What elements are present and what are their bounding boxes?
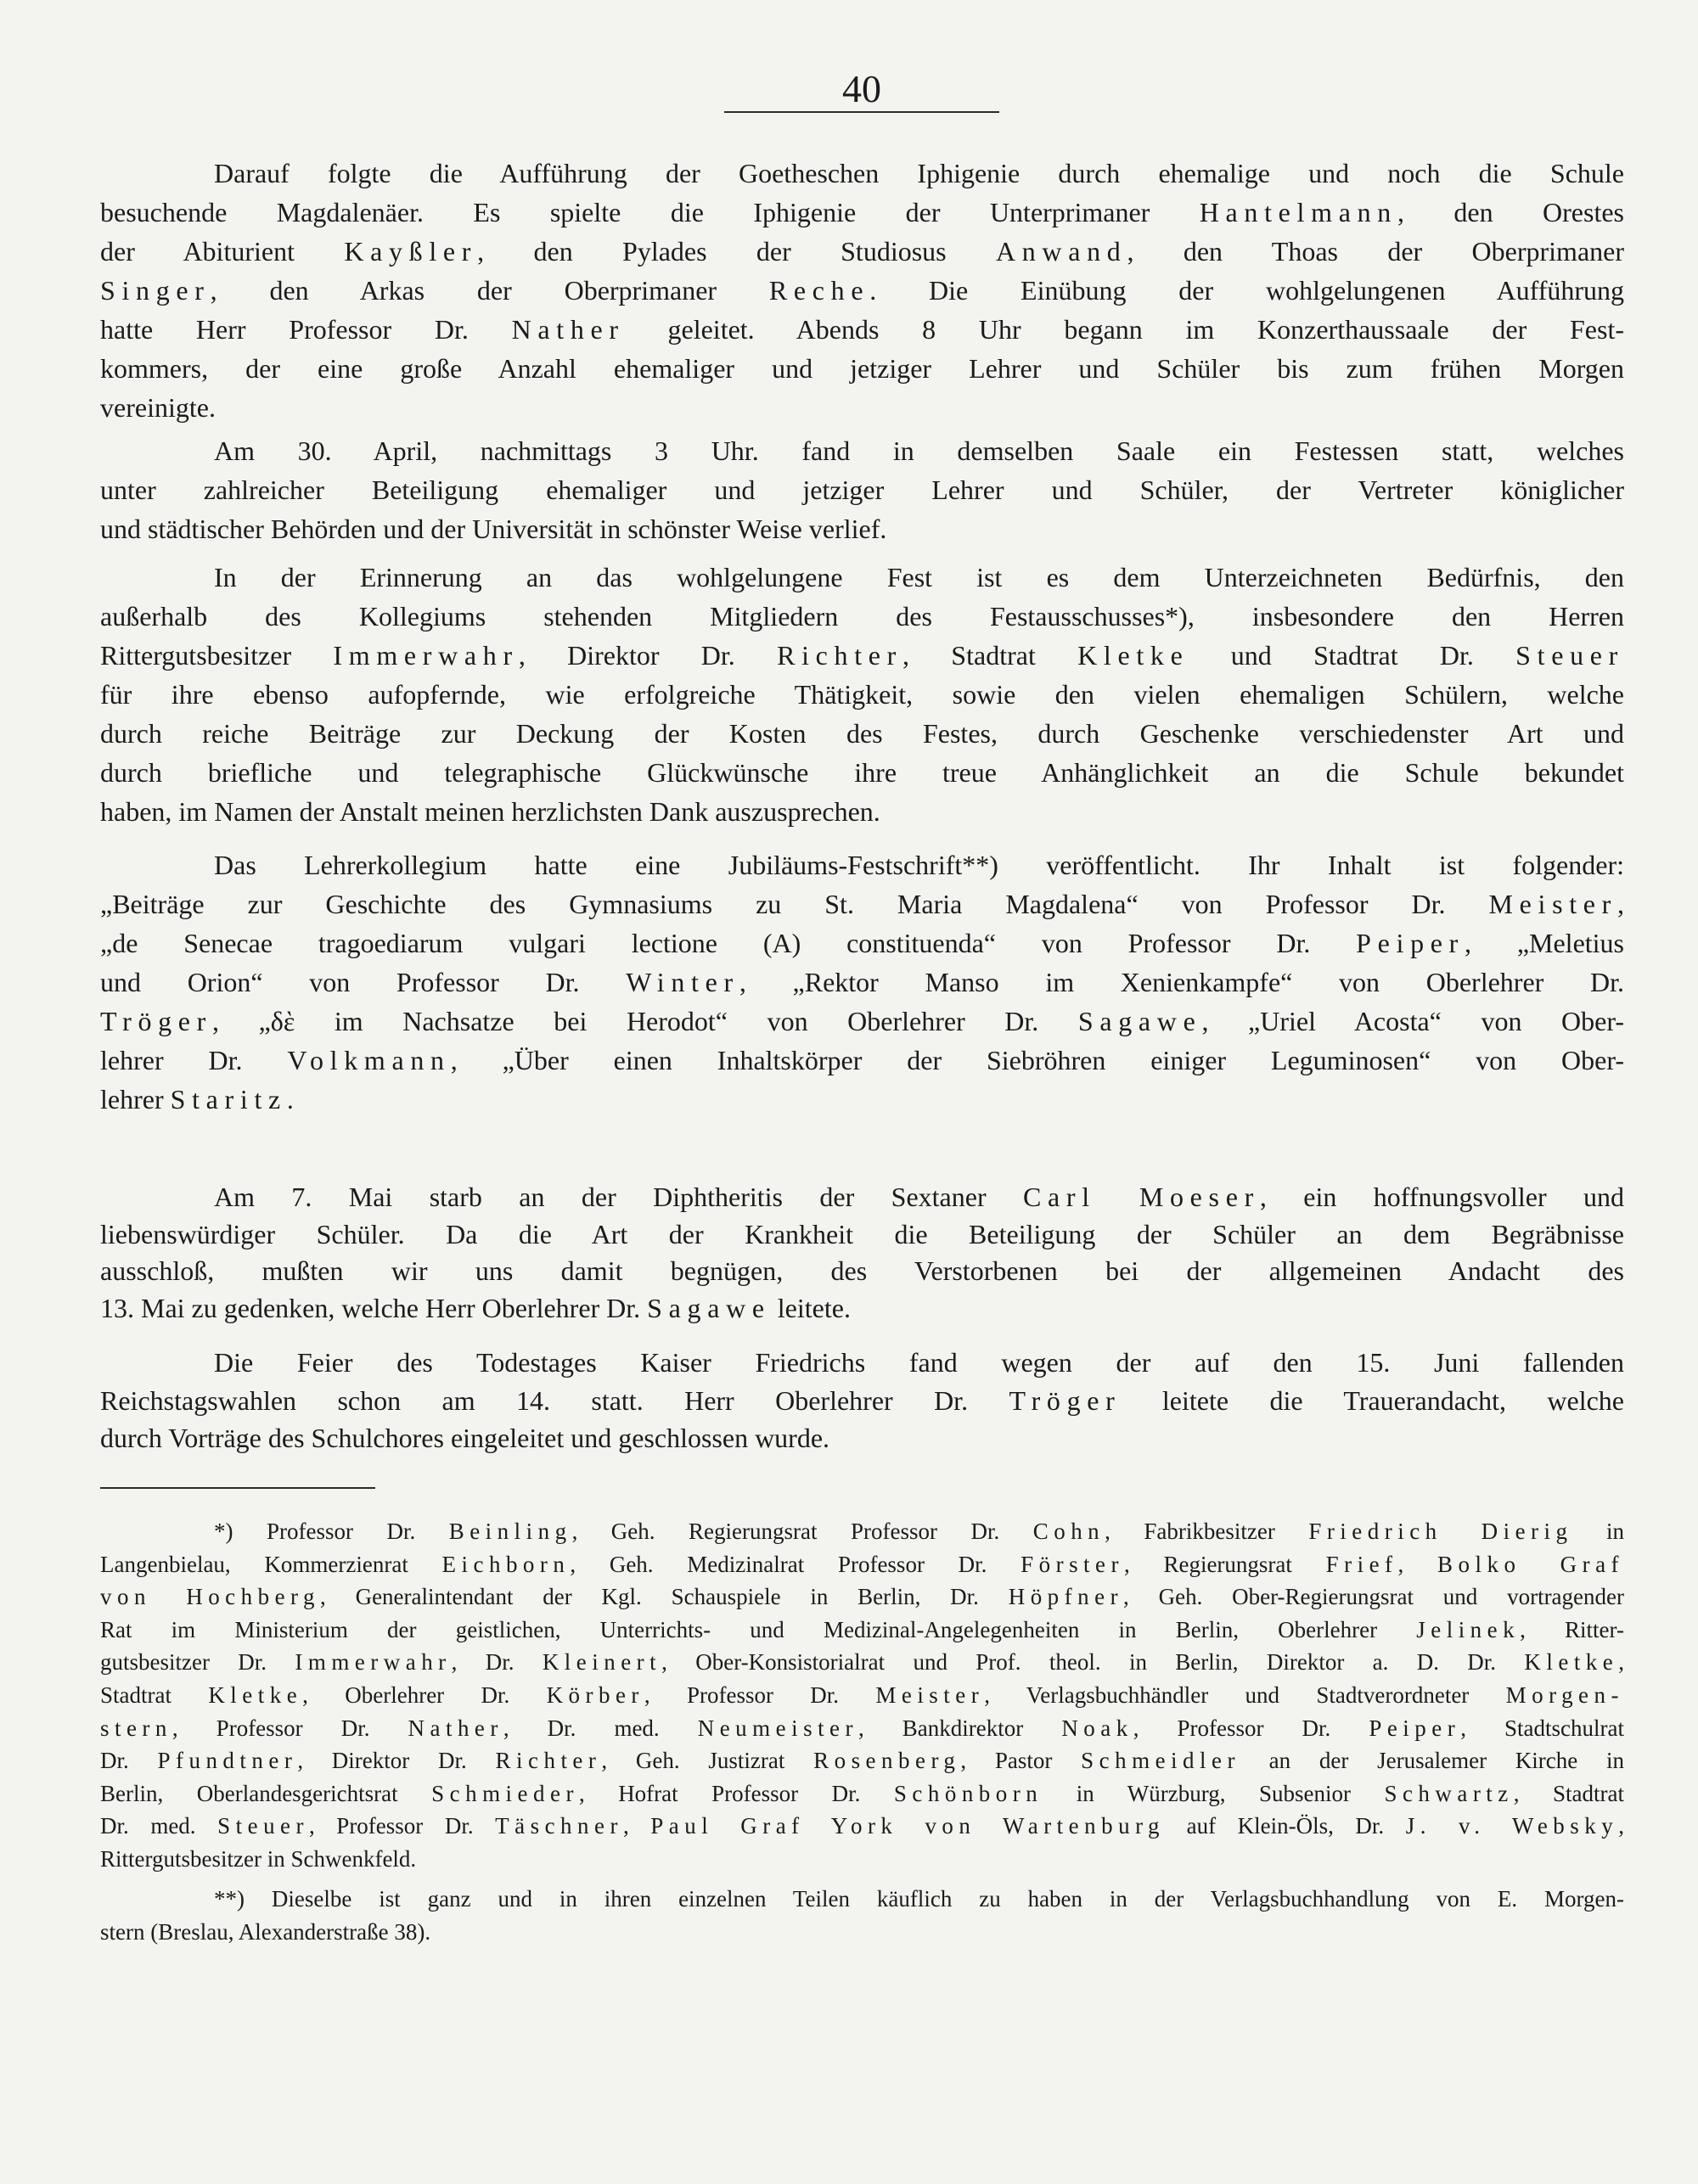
spaced-name: Anwand [995, 236, 1127, 267]
text-segment: , Verlagsbuchhändler und Stadtverordneter [984, 1682, 1506, 1708]
text-segment: Darauf folgte die Aufführung der Goetheschen Iphigenie durch ehemalige und noch die Schule [214, 158, 1624, 188]
text-segment: an der Jerusalemer Kirche in [1240, 1748, 1625, 1774]
paragraph-todestag [100, 1344, 1624, 1457]
text-line [100, 714, 1624, 753]
text-segment: , den Thoas der Oberprimaner [1127, 236, 1624, 267]
text-segment: , Ritter- [1520, 1616, 1624, 1642]
text-segment: der Abiturient [100, 236, 345, 267]
text-segment: , „δὲ im Nachsatze bei Herodot“ von Oberlehrer Dr. [212, 1006, 1078, 1036]
text-segment: Langenbielau, Kommerzienrat [100, 1551, 442, 1577]
spaced-name: Morgen- [1505, 1682, 1624, 1708]
text-segment: Rittergutsbesitzer in Schwenkfeld. [100, 1845, 417, 1872]
text-line [100, 1883, 1624, 1916]
spaced-name: Peiper [1356, 928, 1465, 958]
text-segment: durch briefliche und telegraphische Glückwünsche ihre treue Anhänglichkeit an die Schule bekundet [100, 757, 1624, 788]
text-segment: , „Uriel Acosta“ von Ober- [1201, 1006, 1625, 1036]
spaced-name: Sagawe [647, 1292, 771, 1323]
paragraph-iphigenie [100, 154, 1624, 427]
text-segment: außerhalb des Kollegiums stehenden Mitgliedern des Festausschusses*), insbesondere den Herren [100, 601, 1624, 632]
text-segment: Am 30. April, nachmittags 3 Uhr. fand in demselben Saale ein Festessen statt, welches [214, 435, 1624, 466]
text-segment: leitete. [770, 1292, 851, 1323]
text-segment: , Professor Dr. [171, 1715, 408, 1741]
text-line [100, 310, 1624, 349]
text-line [100, 1419, 1624, 1457]
text-segment: , den Pylades der Studiosus [477, 236, 996, 267]
spaced-name: Steuer [1515, 640, 1624, 671]
text-line [100, 1843, 1624, 1876]
header-rule [724, 111, 999, 113]
text-line [100, 1216, 1624, 1254]
text-segment: gutsbesitzer Dr. [100, 1649, 295, 1676]
text-segment: , Professor Dr. [1133, 1715, 1369, 1741]
spaced-name: Reche [768, 275, 870, 306]
text-segment: Die Feier des Todestages Kaiser Friedrichs fand wegen der auf den 15. Juni fallenden [214, 1347, 1624, 1378]
text-segment: durch Vorträge des Schulchores eingeleitet und geschlossen wurde. [100, 1423, 830, 1453]
spaced-name: Hantelmann [1199, 197, 1397, 227]
text-line [100, 232, 1624, 271]
text-segment: , Ober-Konsistorialrat und Prof. theol. in Berlin, Direktor a. D. Dr. [661, 1649, 1525, 1676]
spaced-name: Frief [1325, 1551, 1398, 1577]
spaced-name: Volkmann [287, 1045, 451, 1075]
text-segment: , Hofrat Professor Dr. [578, 1780, 894, 1806]
text-line [100, 963, 1624, 1002]
text-segment: , [1618, 1649, 1624, 1676]
text-line [100, 1916, 1624, 1949]
text-segment: , den Orestes [1397, 197, 1625, 227]
text-segment: , Generalintendant der Kgl. Schauspiele in Berlin, Dr. [320, 1584, 1009, 1610]
spaced-name: Noak [1061, 1715, 1133, 1741]
spaced-name: Schwartz [1384, 1780, 1514, 1806]
text-segment: für ihre ebenso aufopfernde, wie erfolgreiche Thätigkeit, sowie den vielen ehemaligen Schülern, welche [100, 679, 1624, 710]
text-line [100, 1515, 1624, 1548]
spaced-name: Schönborn [893, 1780, 1043, 1806]
text-segment: Dr. med. [100, 1813, 218, 1839]
text-line [100, 792, 1624, 831]
spaced-name: Friedrich Dierig [1308, 1519, 1573, 1544]
spaced-name: Immerwahr [295, 1649, 452, 1676]
text-segment: , Geh. Ober-Regierungsrat und vortragender [1123, 1584, 1625, 1610]
text-segment: , Direktor Dr. [518, 640, 778, 671]
spaced-name: Paul Graf York von Wartenburg [650, 1813, 1166, 1839]
text-segment: durch reiche Beiträge zur Deckung der Kosten des Festes, durch Geschenke verschiedenster Art und [100, 718, 1624, 749]
spaced-name: Kleinert [542, 1649, 662, 1676]
text-segment: , Pastor [960, 1748, 1082, 1774]
text-segment: , Direktor Dr. [297, 1748, 496, 1774]
spaced-name: von Hochberg [100, 1584, 321, 1610]
text-segment: Stadtrat [100, 1682, 209, 1708]
text-segment: , ein hoffnungsvoller und [1259, 1182, 1625, 1212]
spaced-name: Tröger [1009, 1384, 1122, 1416]
text-segment: ausschloß, mußten wir uns damit begnügen, des Verstorbenen bei der allgemeinen Andacht des [100, 1255, 1624, 1286]
paragraph-festessen [100, 431, 1624, 548]
text-segment: Reichstagswahlen schon am 14. statt. Herr Oberlehrer Dr. [100, 1384, 1009, 1416]
text-segment: lehrer [100, 1084, 171, 1114]
text-segment: und Orion“ von Professor Dr. [100, 967, 627, 997]
text-segment: , Geh. Medizinalrat Professor Dr. [570, 1551, 1021, 1577]
text-segment: Dr. [100, 1748, 158, 1774]
text-segment: , Dr. [451, 1649, 543, 1676]
spaced-name: Kayßler [344, 236, 478, 267]
spaced-name: Singer [100, 275, 211, 306]
footnote-rule [100, 1487, 375, 1489]
text-line [100, 1712, 1624, 1745]
text-segment: geleitet. Abends 8 Uhr begann im Konzerthaussaale der Fest- [624, 314, 1625, 345]
text-line [100, 1777, 1624, 1811]
spaced-name: Neumeister [697, 1715, 858, 1741]
spaced-name: Eichborn [441, 1551, 571, 1577]
text-segment: hatte Herr Professor Dr. [100, 314, 512, 345]
text-segment: unter zahlreicher Beteiligung ehemaliger und jetziger Lehrer und Schüler, der Vertreter königlicher [100, 474, 1624, 505]
text-line [100, 1679, 1624, 1712]
text-segment: , Regierungsrat [1123, 1551, 1326, 1577]
text-line [100, 753, 1624, 792]
text-line [100, 924, 1624, 963]
text-segment: , [1617, 889, 1624, 919]
text-line [100, 636, 1624, 675]
text-segment: Berlin, Oberlandesgerichtsrat [100, 1780, 432, 1806]
spaced-name: Körber [546, 1682, 644, 1708]
text-segment: haben, im Namen der Anstalt meinen herzlichsten Dank auszusprechen. [100, 796, 880, 827]
spaced-name: Steuer [217, 1813, 309, 1839]
spaced-name: Richter [495, 1748, 602, 1774]
text-segment: , Professor Dr. [644, 1682, 876, 1708]
text-segment: . Die Einübung der wohlgelungenen Aufführung [869, 275, 1625, 306]
paragraph-festschrift [100, 845, 1624, 1119]
text-line [100, 1002, 1624, 1041]
text-line [100, 193, 1624, 232]
spaced-name: Carl Moeser [1022, 1182, 1260, 1212]
text-line [100, 1179, 1624, 1216]
text-segment: kommers, der eine große Anzahl ehemaliger und jetziger Lehrer und Schüler bis zum frühen Morgen [100, 353, 1624, 384]
spaced-name: Nather [511, 314, 625, 345]
text-segment: Rat im Ministerium der geistlichen, Unterrichts- und Medizinal-Angelegenheiten in Berlin, Oberlehrer [100, 1616, 1417, 1642]
text-segment: , [622, 1813, 651, 1839]
spaced-name: Rosenberg [813, 1748, 961, 1774]
spaced-name: Tröger [100, 1006, 213, 1036]
text-segment: „de Senecae tragoediarum vulgari lectione (A) constituenda“ von Professor Dr. [100, 928, 1357, 958]
text-segment: besuchende Magdalenäer. Es spielte die Iphigenie der Unterprimaner [100, 197, 1200, 227]
text-line [100, 845, 1624, 884]
paragraph-moeser [100, 1179, 1624, 1327]
text-segment: , Bankdirektor [858, 1715, 1062, 1741]
spaced-name: Schmeidler [1081, 1748, 1240, 1774]
text-segment: In der Erinnerung an das wohlgelungene Fest ist es dem Unterzeichneten Bedürfnis, den [214, 562, 1624, 592]
text-segment: , Oberlehrer Dr. [302, 1682, 547, 1708]
spaced-name: Pfundtner [157, 1748, 298, 1774]
text-line [100, 388, 1624, 427]
text-line [100, 1382, 1624, 1420]
text-segment: , „Über einen Inhaltskörper der Siebröhren einiger Leguminosen“ von Ober- [450, 1045, 1625, 1075]
text-segment: auf Klein-Öls, Dr. [1165, 1813, 1406, 1839]
text-line [100, 470, 1624, 509]
text-segment: *) Professor Dr. [214, 1519, 449, 1544]
spaced-name: Bolko Graf [1437, 1551, 1625, 1577]
text-segment: , Fabrikbesitzer [1105, 1519, 1309, 1544]
text-line [100, 271, 1624, 310]
text-line [100, 1041, 1624, 1080]
text-line [100, 558, 1624, 597]
text-segment: , „Rektor Manso im Xenienkampfe“ von Oberlehrer Dr. [739, 967, 1625, 997]
text-segment: , Geh. Justizrat [601, 1748, 814, 1774]
text-segment: **) Dieselbe ist ganz und in ihren einzelnen Teilen käuflich zu haben in der Verlagsbuchhandlung von E. Morgen- [214, 1886, 1624, 1912]
text-segment: vereinigte. [100, 392, 216, 423]
spaced-name: Richter [777, 640, 903, 671]
spaced-name: Winter [626, 967, 739, 997]
footnote-2 [100, 1883, 1624, 1948]
text-segment: , „Meletius [1465, 928, 1625, 958]
spaced-name: Kletke [208, 1682, 303, 1708]
text-line [100, 154, 1624, 193]
text-segment: , Stadtrat [902, 640, 1078, 671]
footnote-1 [100, 1515, 1624, 1876]
spaced-name: Kletke [1524, 1649, 1619, 1676]
spaced-name: Schmieder [431, 1780, 579, 1806]
text-segment: . [286, 1084, 294, 1114]
text-segment: , [1397, 1551, 1438, 1577]
text-segment: Das Lehrerkollegium hatte eine Jubiläums-Festschrift**) veröffentlicht. Ihr Inhalt ist folgender: [214, 850, 1624, 880]
text-segment: Rittergutsbesitzer [100, 640, 334, 671]
text-segment: und städtischer Behörden und der Universität in schönster Weise verlief. [100, 514, 887, 544]
spaced-name: Nather [408, 1715, 503, 1741]
text-segment: , Geh. Regierungsrat Professor Dr. [571, 1519, 1033, 1544]
text-segment: , Professor Dr. [308, 1813, 496, 1839]
text-segment: stern (Breslau, Alexanderstraße 38). [100, 1918, 431, 1945]
spaced-name: Höpfner [1008, 1584, 1124, 1610]
text-line [100, 1744, 1624, 1777]
spaced-name: J. v. Websky [1405, 1813, 1619, 1839]
text-line [100, 675, 1624, 714]
text-segment: 13. Mai zu gedenken, welche Herr Oberlehrer Dr. [100, 1292, 648, 1323]
spaced-name: Cohn [1032, 1519, 1105, 1544]
text-segment: liebenswürdiger Schüler. Da die Art der Krankheit die Beteiligung der Schüler an dem Begräbnisse [100, 1218, 1624, 1249]
spaced-name: Täschner [495, 1813, 623, 1839]
text-segment: lehrer Dr. [100, 1045, 288, 1075]
text-line [100, 1580, 1624, 1614]
text-line [100, 431, 1624, 470]
text-line [100, 349, 1624, 388]
text-line [100, 884, 1624, 924]
text-line [100, 1080, 1624, 1119]
spaced-name: Sagawe [1077, 1006, 1202, 1036]
text-line [100, 1290, 1624, 1328]
text-line [100, 1548, 1624, 1581]
text-segment: , Stadtrat [1513, 1780, 1624, 1806]
text-segment: und Stadtrat Dr. [1189, 640, 1516, 671]
text-line [100, 1344, 1624, 1382]
text-segment: Am 7. Mai starb an der Diphtheritis der Sextaner [214, 1182, 1023, 1212]
spaced-name: Peiper [1369, 1715, 1461, 1741]
text-line [100, 509, 1624, 548]
spaced-name: Staritz [170, 1084, 287, 1114]
spaced-name: stern [100, 1715, 172, 1741]
text-line [100, 1646, 1624, 1679]
text-segment: in Würzburg, Subsenior [1043, 1780, 1385, 1806]
text-segment: in [1572, 1519, 1624, 1544]
text-segment: , den Arkas der Oberprimaner [210, 275, 769, 306]
spaced-name: Immerwahr [333, 640, 519, 671]
text-segment: , Dr. med. [503, 1715, 698, 1741]
spaced-name: Kletke [1077, 640, 1189, 671]
paragraph-dank [100, 558, 1624, 831]
text-segment: leitete die Trauerandacht, welche [1121, 1384, 1625, 1416]
text-line [100, 1253, 1624, 1290]
spaced-name: Förster [1020, 1551, 1124, 1577]
spaced-name: Jelinek [1416, 1616, 1521, 1642]
text-segment: „Beiträge zur Geschichte des Gymnasiums zu St. Maria Magdalena“ von Professor Dr. [100, 889, 1489, 919]
text-line [100, 597, 1624, 636]
spaced-name: Meister [1488, 889, 1617, 919]
text-segment: , Stadtschulrat [1460, 1715, 1624, 1741]
spaced-name: Beinling [448, 1519, 572, 1544]
spaced-name: Meister [875, 1682, 985, 1708]
text-line [100, 1810, 1624, 1843]
text-segment: , [1618, 1813, 1624, 1839]
page-number: 40 [842, 67, 881, 110]
text-line [100, 1614, 1624, 1647]
